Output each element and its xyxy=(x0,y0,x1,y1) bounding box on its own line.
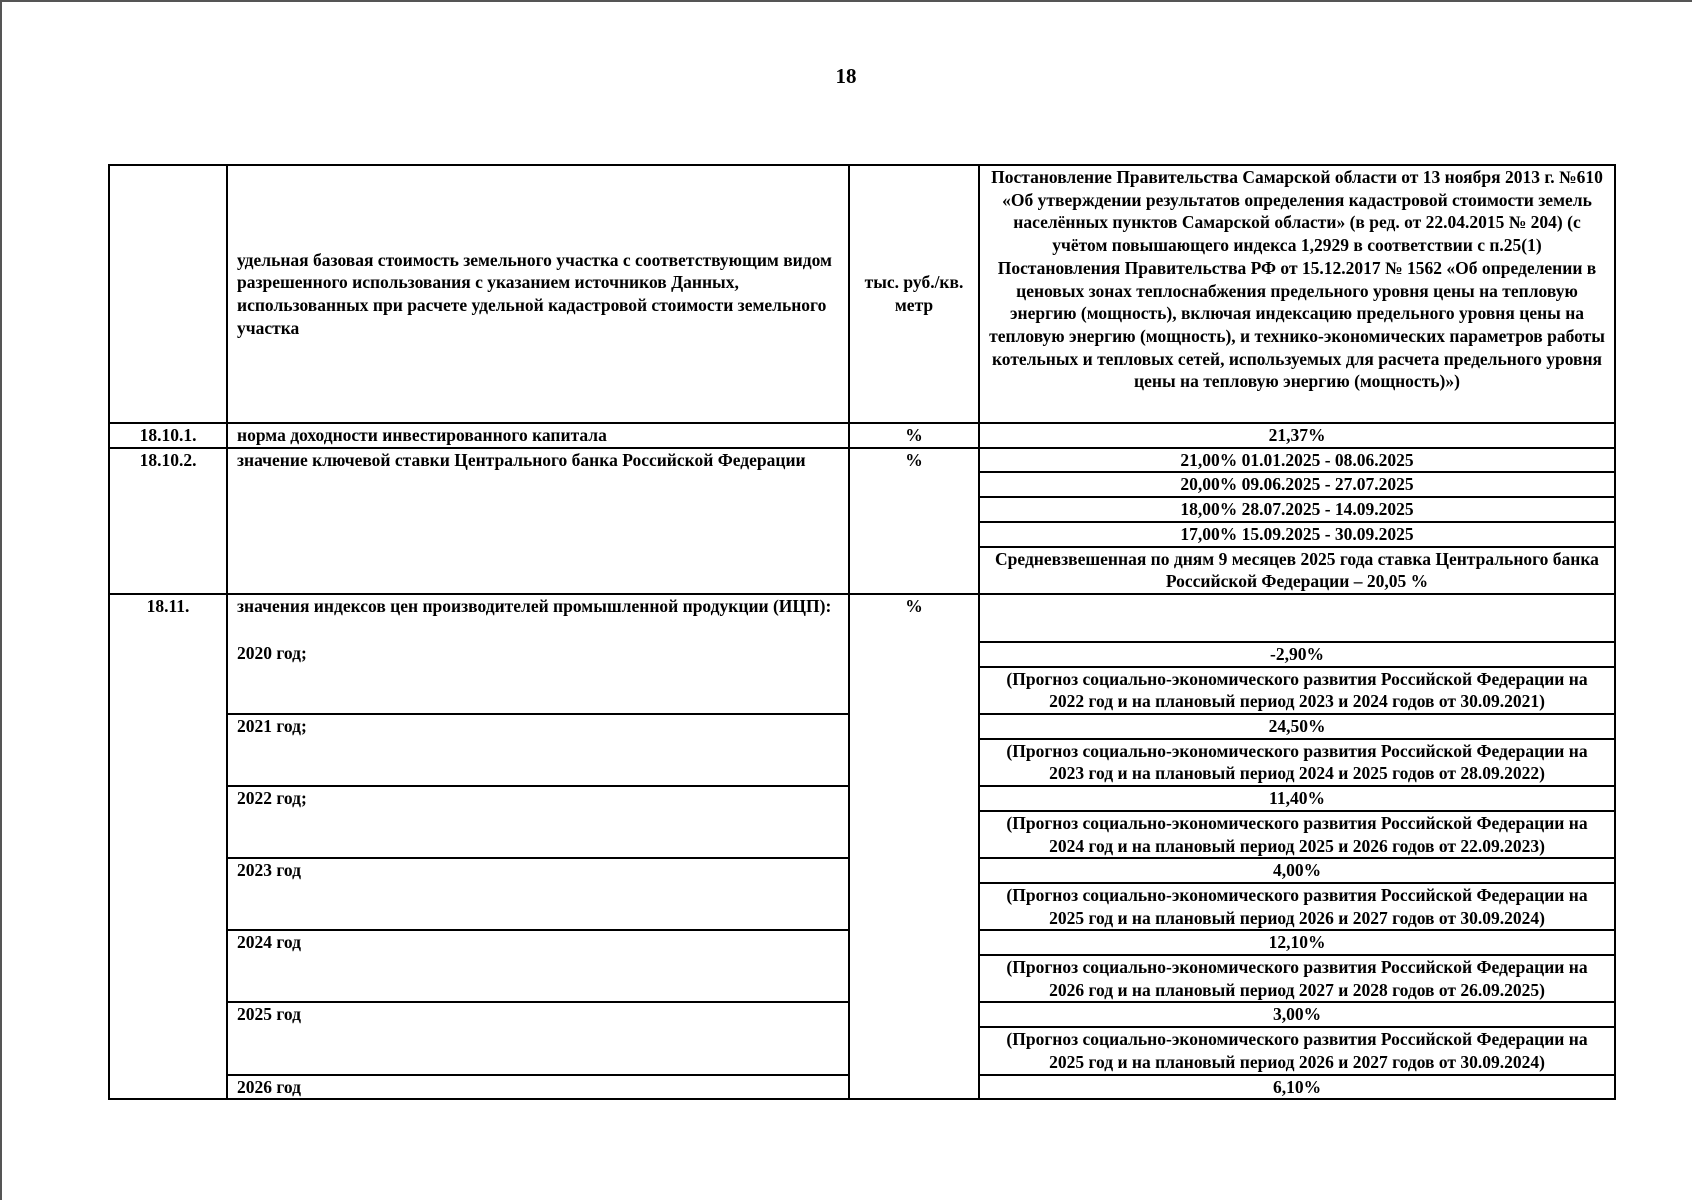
ppi-year-label: 2025 год xyxy=(227,1002,849,1074)
ppi-year-source: (Прогноз социально-экономического развития Российской Федерации на 2026 год и на плановый период 2027 и 2028 годов от 26.09.2025) xyxy=(979,955,1615,1002)
table-row-ppi xyxy=(109,594,1615,642)
ppi-year-value: 3,00% xyxy=(979,1002,1615,1027)
ppi-year-value: 12,10% xyxy=(979,930,1615,955)
row-unit: % xyxy=(849,594,979,1099)
table-row-land-value xyxy=(109,165,1615,423)
row-number: 18.10.1. xyxy=(109,423,227,448)
row-description: удельная базовая стоимость земельного участка с соответствующим видом разрешенного использования с указанием источников Данных, использованных при расчете удельной кадастровой стоимости земельного участка xyxy=(227,165,849,423)
row-number-cell xyxy=(109,165,227,423)
ppi-year-value: 4,00% xyxy=(979,858,1615,883)
ppi-year-label: 2026 год xyxy=(227,1075,849,1100)
key-rate-period: 20,00% 09.06.2025 - 27.07.2025 xyxy=(979,472,1615,497)
row-description: норма доходности инвестированного капитала xyxy=(227,423,849,448)
ppi-year-source: (Прогноз социально-экономического развития Российской Федерации на 2022 год и на плановый период 2023 и 2024 годов от 30.09.2021) xyxy=(979,667,1615,714)
table-row-key-rate xyxy=(109,448,1615,473)
page-number: 18 xyxy=(835,64,857,88)
table-row-return-rate xyxy=(109,423,1615,448)
ppi-year-label: 2022 год; xyxy=(227,786,849,858)
row-value: 21,37% xyxy=(979,423,1615,448)
row-unit: тыс. руб./кв. метр xyxy=(849,165,979,423)
row-unit: % xyxy=(849,448,979,594)
ppi-year-source: (Прогноз социально-экономического развития Российской Федерации на 2025 год и на плановый период 2026 и 2027 годов от 30.09.2024) xyxy=(979,883,1615,930)
ppi-year-label: 2021 год; xyxy=(227,714,849,786)
row-description: значения индексов цен производителей промышленной продукции (ИЦП): xyxy=(227,594,849,642)
ppi-header-value xyxy=(979,594,1615,642)
row-unit: % xyxy=(849,423,979,448)
ppi-year-label: 2024 год xyxy=(227,930,849,1002)
ppi-year-value: 24,50% xyxy=(979,714,1615,739)
ppi-year-source: (Прогноз социально-экономического развития Российской Федерации на 2024 год и на плановый период 2025 и 2026 годов от 22.09.2023) xyxy=(979,811,1615,858)
row-source: Постановление Правительства Самарской области от 13 ноября 2013 г. №610 «Об утверждении результатов определения кадастровой стоимости земель населённых пунктов Самарской области» (в ред. от 22.04.2015 № 204) (с учётом повышающего индекса 1,2929 в соответствии с п.25(1) Постановления Правительства РФ от 15.12.2017 № 1562 «Об определении в ценовых зонах теплоснабжения предельного уровня цены на тепловую энергию (мощность), включая индексацию предельного уровня цены на тепловую энергию (мощность), и технико-экономических параметров работы котельных и тепловых сетей, используемых для расчета предельного уровня цены на тепловую энергию (мощность)») xyxy=(979,165,1615,423)
ppi-year-source: (Прогноз социально-экономического развития Российской Федерации на 2025 год и на плановый период 2026 и 2027 годов от 30.09.2024) xyxy=(979,1027,1615,1074)
key-rate-period: 21,00% 01.01.2025 - 08.06.2025 xyxy=(979,448,1615,473)
ppi-year-source: (Прогноз социально-экономического развития Российской Федерации на 2023 год и на плановый период 2024 и 2025 годов от 28.09.2022) xyxy=(979,739,1615,786)
key-rate-period: 18,00% 28.07.2025 - 14.09.2025 xyxy=(979,497,1615,522)
scan-border-top xyxy=(0,0,1692,2)
ppi-year-label: 2023 год xyxy=(227,858,849,930)
ppi-year-value: 11,40% xyxy=(979,786,1615,811)
row-description: значение ключевой ставки Центрального банка Российской Федерации xyxy=(227,448,849,594)
row-number: 18.10.2. xyxy=(109,448,227,594)
data-table xyxy=(108,164,1616,1100)
row-number: 18.11. xyxy=(109,594,227,1099)
ppi-year-value: -2,90% xyxy=(979,642,1615,667)
ppi-year-value: 6,10% xyxy=(979,1075,1615,1100)
scan-border-left xyxy=(0,0,2,1200)
key-rate-period: 17,00% 15.09.2025 - 30.09.2025 xyxy=(979,522,1615,547)
ppi-year-label: 2020 год; xyxy=(227,642,849,714)
key-rate-average: Средневзвешенная по дням 9 месяцев 2025 года ставка Центрального банка Российской Федерации – 20,05 % xyxy=(979,547,1615,594)
